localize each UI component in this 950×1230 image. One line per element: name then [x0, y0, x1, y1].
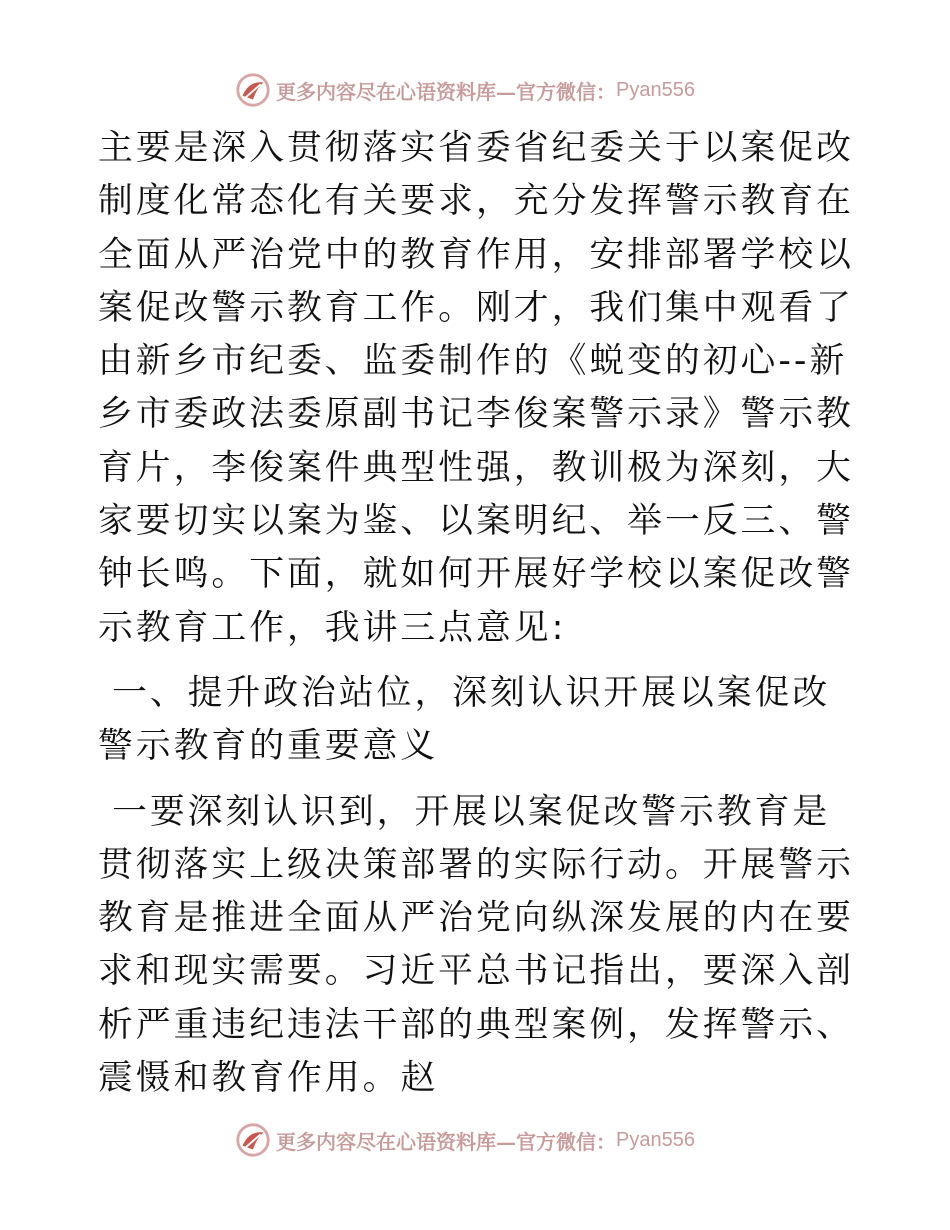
watermark-wechat-id: Pyan556	[616, 78, 695, 101]
book-logo-icon	[234, 71, 272, 109]
paragraph-section-1: 一要深刻认识到，开展以案促改警示教育是贯彻落实上级决策部署的实际行动。开展警示教育是推进全面从严治党向纵深发展的内在要求和现实需要。习近平总书记指出，要深入剖析严重违纪违法干部的典型案例，发挥警示、震慑和教育作用。赵	[98, 791, 854, 1099]
document-body	[98, 122, 858, 1105]
watermark-text: 更多内容尽在心语资料库—官方微信：	[276, 1129, 616, 1154]
watermark-wechat-id: Pyan556	[616, 1128, 695, 1151]
watermark-header	[234, 70, 695, 110]
watermark-text: 更多内容尽在心语资料库—官方微信：	[276, 79, 616, 104]
paragraph-intro: 主要是深入贯彻落实省委省纪委关于以案促改制度化常态化有关要求，充分发挥警示教育在全面从严治党中的教育作用，安排部署学校以案促改警示教育工作。刚才，我们集中观看了由新乡市纪委、监委制作的《蜕变的初心--新乡市委政法委原副书记李俊案警示录》警示教育片，李俊案件典型性强，教训极为深刻，大家要切实以案为鉴、以案明纪、举一反三、警钟长鸣。下面，就如何开展好学校以案促改警示教育工作，我讲三点意见:	[98, 128, 854, 648]
book-logo-icon	[234, 1121, 272, 1159]
watermark-footer	[234, 1120, 695, 1160]
section-heading-1: 一、提升政治站位，深刻认识开展以案促改警示教育的重要意义	[98, 672, 831, 767]
